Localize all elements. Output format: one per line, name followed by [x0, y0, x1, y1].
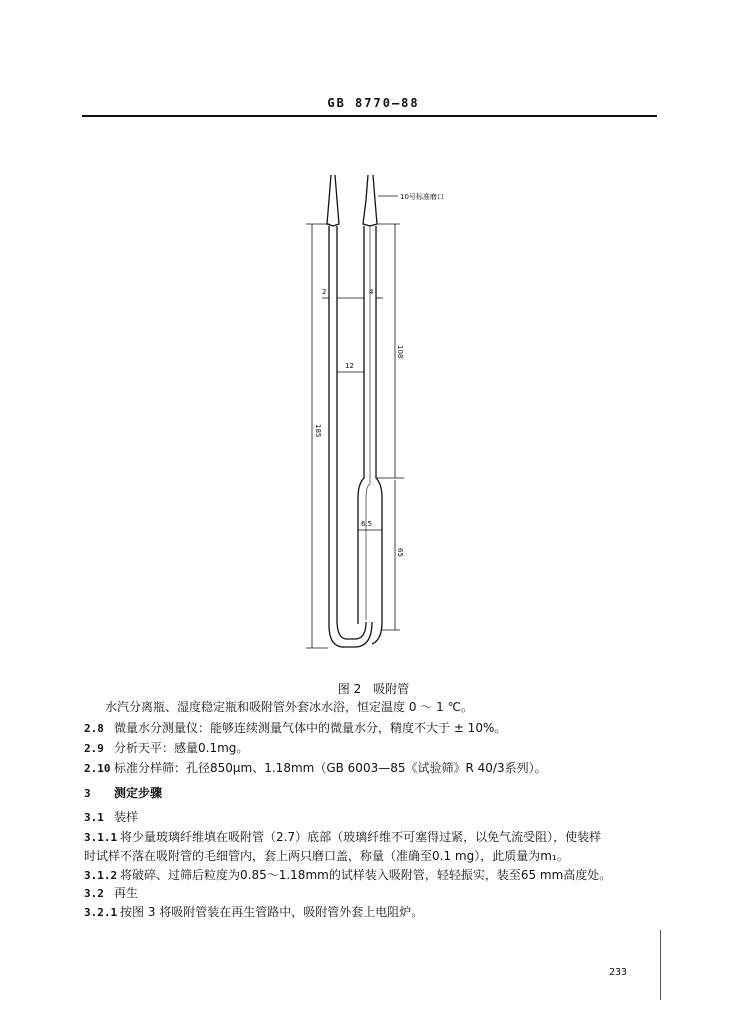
dim-2: 2 — [322, 288, 327, 296]
section-number: 3.1.2 — [84, 869, 118, 882]
dim-185: 185 — [314, 424, 322, 438]
dim-108: 108 — [396, 345, 404, 359]
section-3-1 — [84, 808, 138, 827]
section-number: 3.1.1 — [84, 831, 118, 844]
section-3-1-1-cont: 时试样不落在吸附管的毛细管内，套上两只磨口盖，称量（准确至0.1 mg），此质量为m₁。 — [84, 849, 569, 863]
section-2-9 — [84, 739, 248, 758]
section-text: 装样 — [114, 810, 139, 824]
section-number: 3.1 — [84, 811, 104, 824]
section-text: 按图 3 将吸附管装在再生管路中，吸附管外套上电阻炉。 — [120, 905, 424, 919]
section-3-1-1 — [84, 828, 601, 847]
section-3-2 — [84, 884, 138, 903]
section-number: 2.9 — [84, 742, 104, 755]
dim-65: 65 — [396, 548, 404, 557]
joint-label: 10号标准磨口 — [400, 193, 444, 201]
section-3-heading — [84, 784, 162, 803]
right-tube-upper — [358, 226, 364, 624]
section-number: 3.2 — [84, 887, 104, 900]
section-3-1-2 — [84, 866, 611, 885]
section-text: 将破碎、过筛后粒度为0.85～1.18mm的试样装入吸附管，轻轻振实，装至65 mm高度处。 — [120, 868, 612, 882]
scan-edge-line — [660, 930, 661, 1000]
dim-12: 12 — [345, 362, 354, 370]
paragraph-ice-bath: 水汽分离瓶、湿度稳定瓶和吸附管外套冰水浴，恒定温度 0 ～ 1 ℃。 — [105, 700, 474, 714]
section-text: 再生 — [114, 886, 139, 900]
section-number: 3.2.1 — [84, 906, 118, 919]
right-joint — [363, 175, 377, 226]
section-3-2-1 — [84, 903, 423, 922]
section-text: 测定步骤 — [114, 786, 163, 800]
section-number: 3 — [84, 787, 91, 800]
figure-caption: 图 2 吸附管 — [337, 682, 410, 696]
dim-6-5: 6.5 — [361, 520, 373, 528]
section-text: 微量水分测量仪：能够连续测量气体中的微量水分，精度不大于 ± 10%。 — [114, 721, 507, 735]
section-2-8 — [84, 719, 506, 738]
dim-4: 4 — [369, 288, 374, 296]
left-joint — [327, 175, 339, 226]
section-2-10 — [84, 759, 547, 778]
section-text: 分析天平：感量0.1mg。 — [114, 741, 249, 755]
section-text: 将少量玻璃纤维填在吸附管（2.7）底部（玻璃纤维不可塞得过紧，以免气流受阻），使装样 — [120, 830, 602, 844]
section-number: 2.10 — [84, 762, 111, 775]
page-number: 233 — [609, 967, 628, 978]
left-tube — [329, 226, 372, 647]
section-number: 2.8 — [84, 722, 104, 735]
standard-header: GB 8770—88 — [327, 96, 420, 110]
section-text: 标准分样筛：孔径850μm、1.18mm（GB 6003—85《试验筛》R 40/3系列）。 — [114, 761, 547, 775]
